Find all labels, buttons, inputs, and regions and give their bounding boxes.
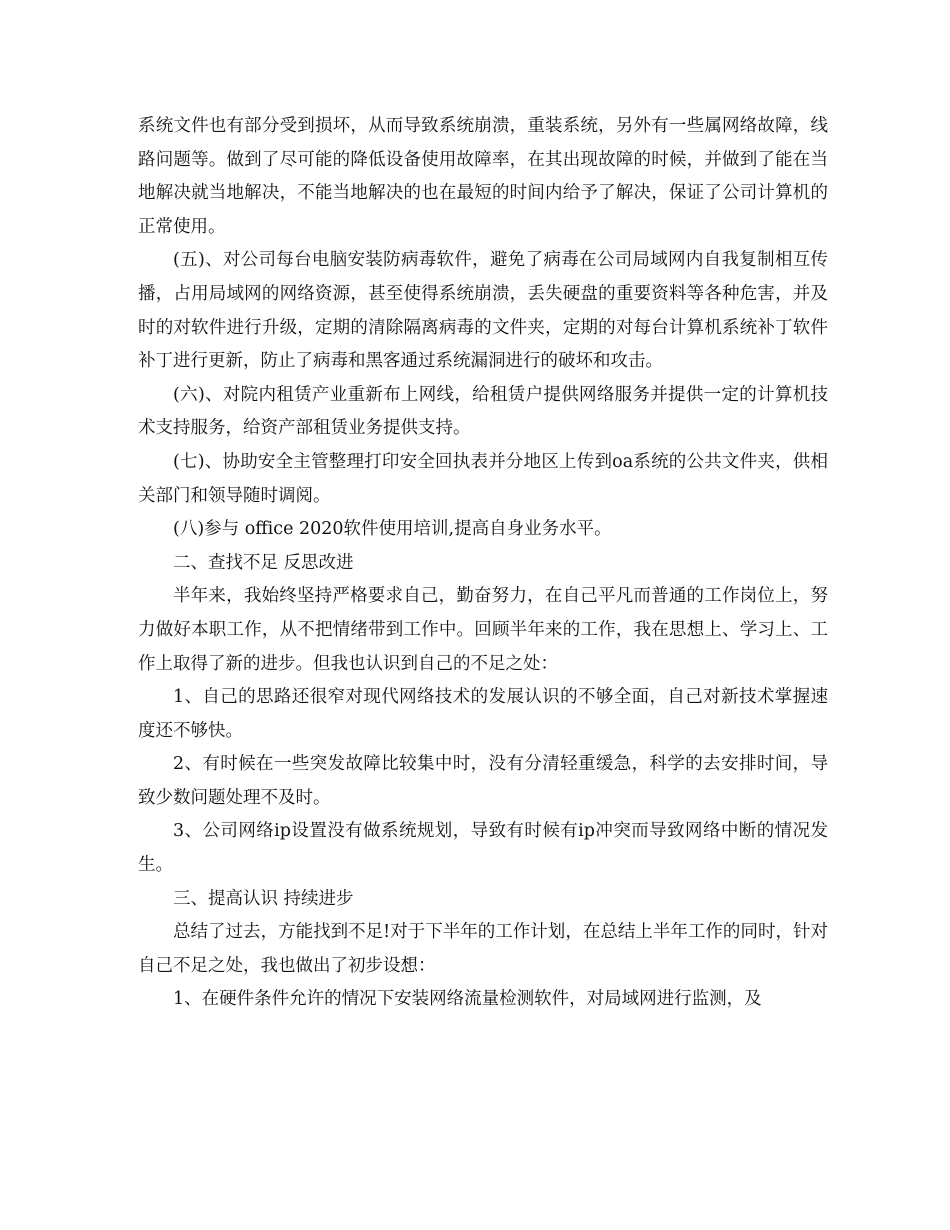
paragraph-continued-maintenance: 系统文件也有部分受到损坏，从而导致系统崩溃，重装系统，另外有一些属网络故障，线路问题等。做到了尽可能的降低设备使用故障率，在其出现故障的时候，并做到了能在当地解决就当地解决，不能当地解决的也在最短的时间内给予了解决，保证了公司计算机的正常使用。	[138, 116, 828, 237]
document-body	[138, 110, 828, 1017]
section-heading-2: 二、查找不足 反思改进	[173, 552, 354, 573]
paragraph-item-8-office-training: (八)参与 office 2020软件使用培训,提高自身业务水平。	[173, 519, 612, 540]
paragraph-plan-intro: 总结了过去，方能找到不足!对于下半年的工作计划，在总结上半年工作的同时，针对自己不足之处，我也做出了初步设想：	[138, 922, 828, 976]
paragraph-shortcoming-1: 1、自己的思路还很窄对现代网络技术的发展认识的不够全面，自己对新技术掌握速度还不够快。	[138, 687, 828, 741]
paragraph-shortcoming-3: 3、公司网络ip设置没有做系统规划，导致有时候有ip冲突而导致网络中断的情况发生。	[138, 821, 828, 876]
paragraph-self-review: 半年来，我始终坚持严格要求自己，勤奋努力，在自己平凡而普通的工作岗位上，努力做好本职工作，从不把情绪带到工作中。回顾半年来的工作，我在思想上、学习上、工作上取得了新的进步。但我也认识到自己的不足之处：	[138, 586, 828, 674]
section-heading-3: 三、提高认识 持续进步	[173, 888, 354, 909]
paragraph-item-5-antivirus: (五)、对公司每台电脑安装防病毒软件，避免了病毒在公司局域网内自我复制相互传播，占用局域网的网络资源，甚至使得系统崩溃，丢失硬盘的重要资料等各种危害，并及时的对软件进行升级，定期的清除隔离病毒的文件夹，定期的对每台计算机系统补丁软件补丁进行更新，防止了病毒和黑客通过系统漏洞进行的破坏和攻击。	[138, 250, 828, 372]
paragraph-item-6-rental-network: (六)、对院内租赁产业重新布上网线，给租赁户提供网络服务并提供一定的计算机技术支持服务，给资产部租赁业务提供支持。	[138, 384, 828, 439]
paragraph-item-7-oa-upload: (七)、协助安全主管整理打印安全回执表并分地区上传到oa系统的公共文件夹，供相关部门和领导随时调阅。	[138, 451, 828, 506]
paragraph-shortcoming-2: 2、有时候在一些突发故障比较集中时，没有分清轻重缓急，科学的去安排时间，导致少数问题处理不及时。	[138, 754, 828, 808]
paragraph-plan-1: 1、在硬件条件允许的情况下安装网络流量检测软件，对局域网进行监测，及	[173, 989, 762, 1010]
